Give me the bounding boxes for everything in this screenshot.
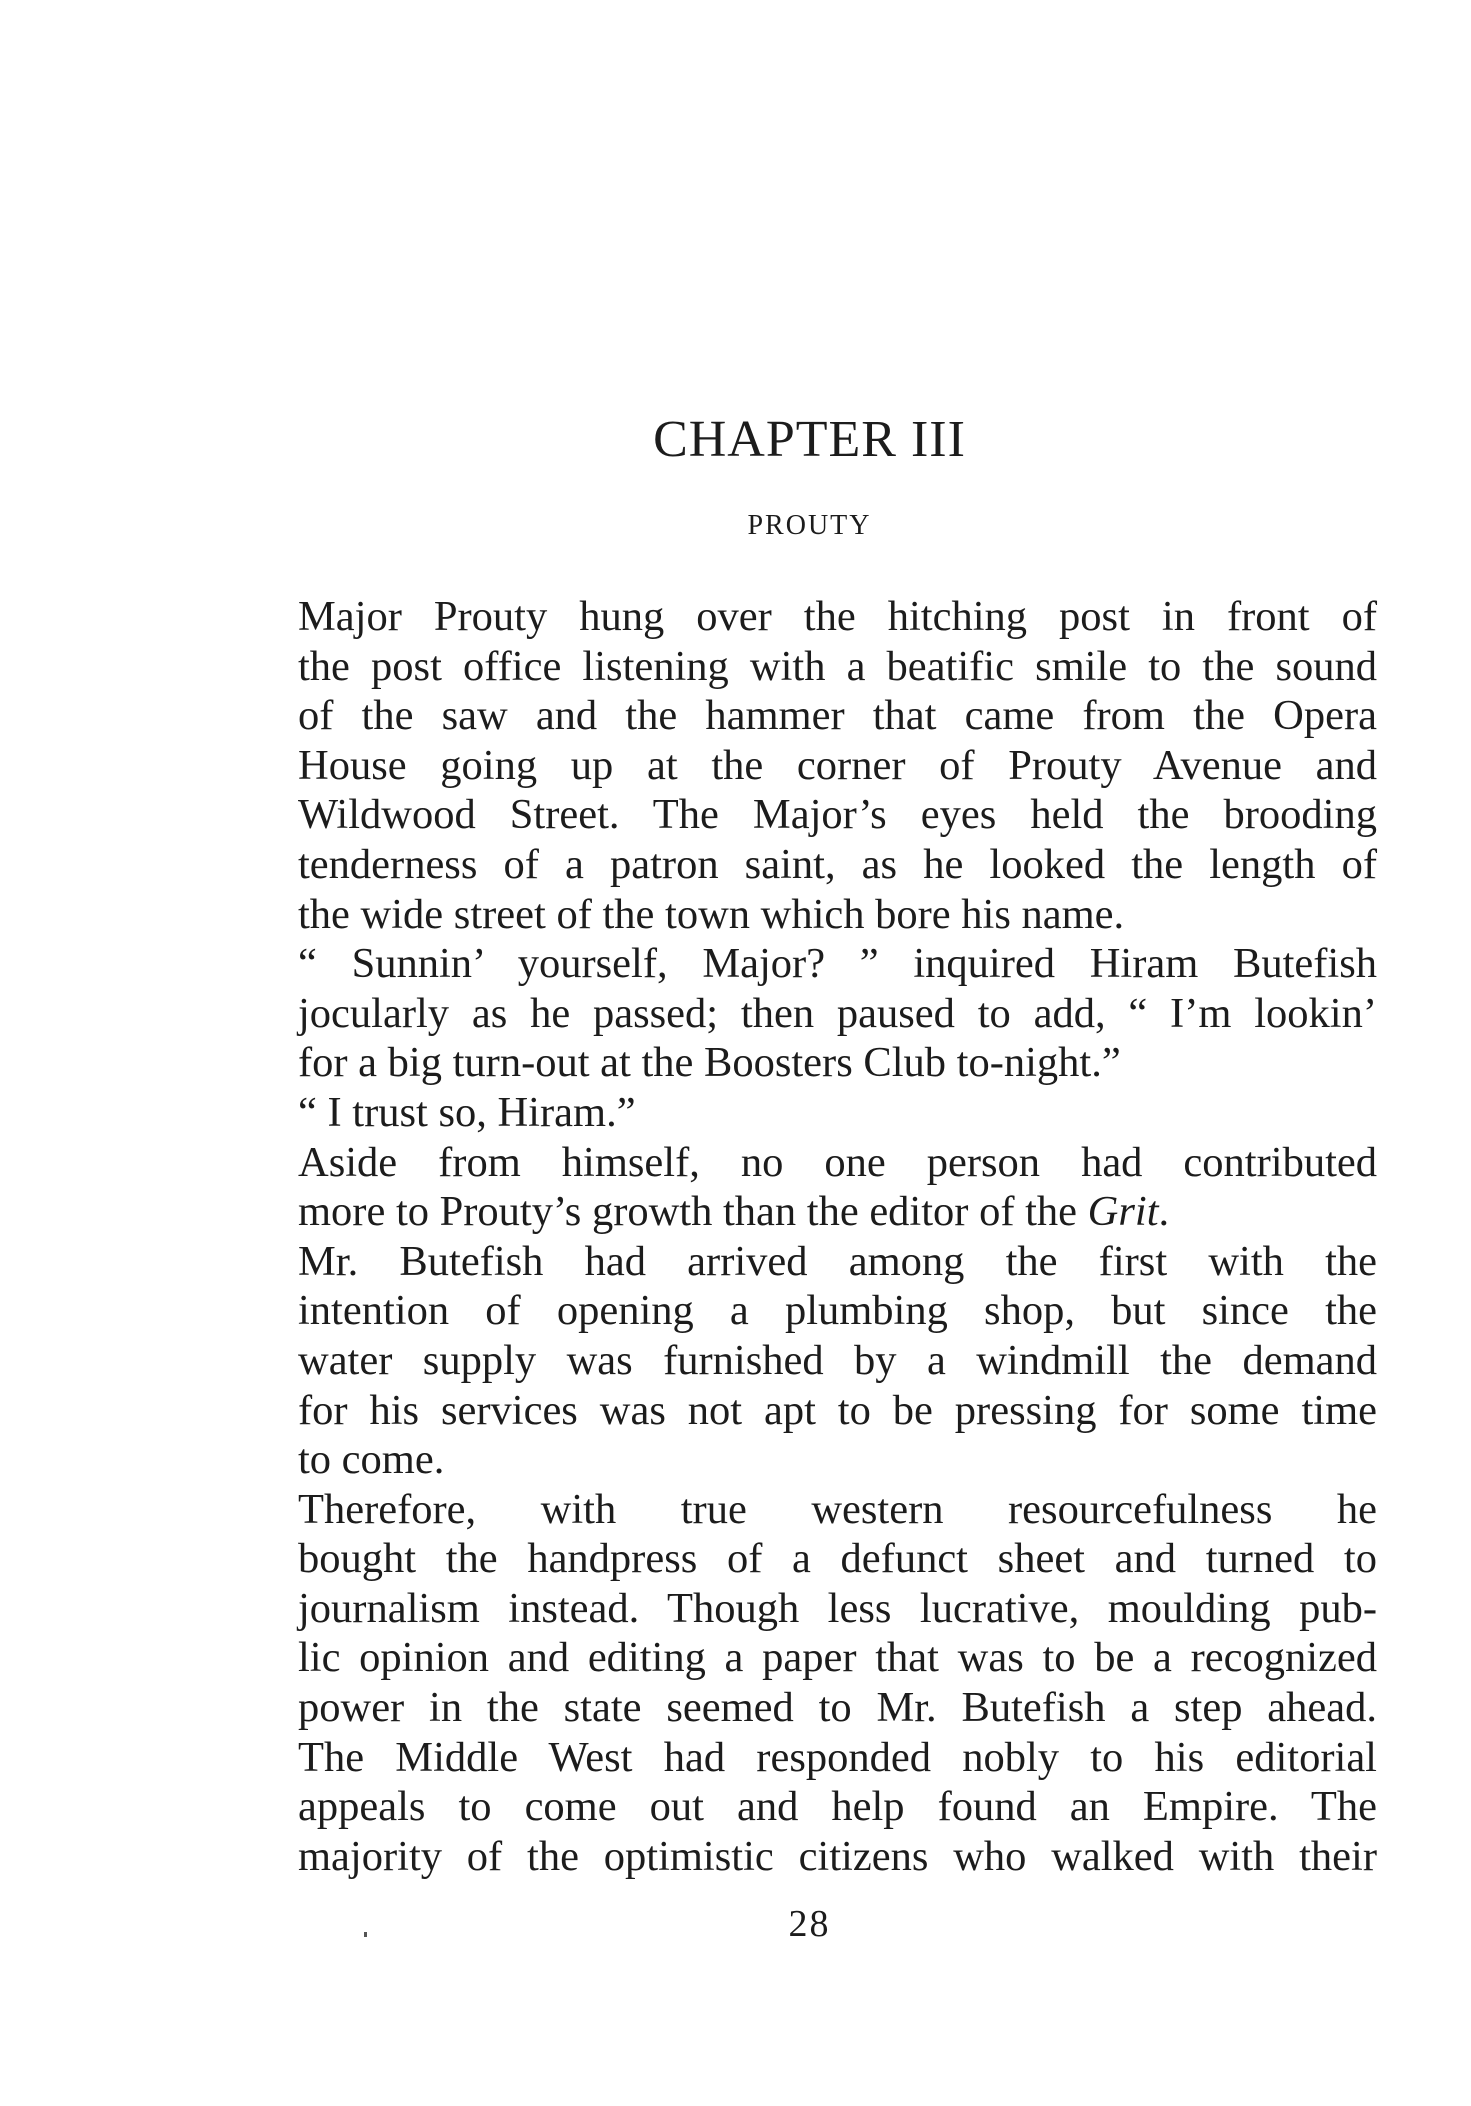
text-line: tenderness of a patron saint, as he looked the length of bbox=[298, 840, 1377, 888]
text-line: “ I trust so, Hiram.” bbox=[298, 1088, 636, 1136]
text-line: appeals to come out and help found an Empire. The bbox=[298, 1783, 1377, 1831]
paragraph bbox=[243, 1088, 1377, 1138]
paragraph bbox=[243, 1138, 1377, 1237]
text-line: Major Prouty hung over the hitching post in front of bbox=[298, 593, 1377, 640]
text-line: the wide street of the town which bore his name. bbox=[298, 890, 1125, 938]
text-line: Mr. Butefish had arrived among the first with the bbox=[298, 1237, 1377, 1285]
text-line: of the saw and the hammer that came from the Opera bbox=[298, 692, 1377, 740]
text-line: for his services was not apt to be pressing for some time bbox=[298, 1386, 1377, 1434]
text-line: the post office listening with a beatific smile to the sound bbox=[298, 642, 1377, 690]
paragraph bbox=[243, 939, 1377, 1088]
chapter-title: CHAPTER III bbox=[653, 411, 966, 468]
text-line: The Middle West had responded nobly to his editorial bbox=[298, 1733, 1377, 1781]
text-line: Therefore, with true western resourcefulness he bbox=[298, 1485, 1377, 1533]
text-line: power in the state seemed to Mr. Butefish a step ahead. bbox=[298, 1684, 1377, 1732]
newspaper-title: Grit bbox=[1087, 1188, 1159, 1236]
text-line: Wildwood Street. The Major’s eyes held the brooding bbox=[298, 791, 1377, 839]
page-number: 28 bbox=[788, 1903, 831, 1945]
paragraph bbox=[243, 1733, 1377, 1882]
text-line: bought the handpress of a defunct sheet and turned to bbox=[298, 1535, 1377, 1583]
text-line: majority of the optimistic citizens who walked with their bbox=[298, 1832, 1377, 1880]
text-fragment: more to Prouty’s growth than the editor of the bbox=[298, 1188, 1088, 1236]
text-line: lic opinion and editing a paper that was to be a recognized bbox=[298, 1634, 1377, 1682]
text-line: journalism instead. Though less lucrative, moulding pub- bbox=[298, 1584, 1377, 1632]
paragraph bbox=[243, 1237, 1377, 1485]
text-line bbox=[243, 1187, 1377, 1237]
text-line: “ Sunnin’ yourself, Major? ” inquired Hiram Butefish bbox=[298, 940, 1377, 988]
text-line: Aside from himself, no one person had contributed bbox=[298, 1138, 1377, 1186]
chapter-subtitle: PROUTY bbox=[747, 510, 872, 541]
text-fragment: . bbox=[1158, 1188, 1170, 1236]
paragraph bbox=[243, 592, 1377, 939]
text-line: to come. bbox=[298, 1436, 445, 1484]
text-line: jocularly as he passed; then paused to add, “ I’m lookin’ bbox=[298, 989, 1377, 1037]
text-line: intention of opening a plumbing shop, but since the bbox=[298, 1287, 1377, 1335]
paragraph bbox=[243, 1485, 1377, 1733]
text-line: House going up at the corner of Prouty Avenue and bbox=[298, 741, 1377, 789]
text-line: water supply was furnished by a windmill the demand bbox=[298, 1336, 1377, 1384]
text-line: for a big turn-out at the Boosters Club to-night.” bbox=[298, 1039, 1121, 1087]
body-text bbox=[243, 592, 1377, 1881]
